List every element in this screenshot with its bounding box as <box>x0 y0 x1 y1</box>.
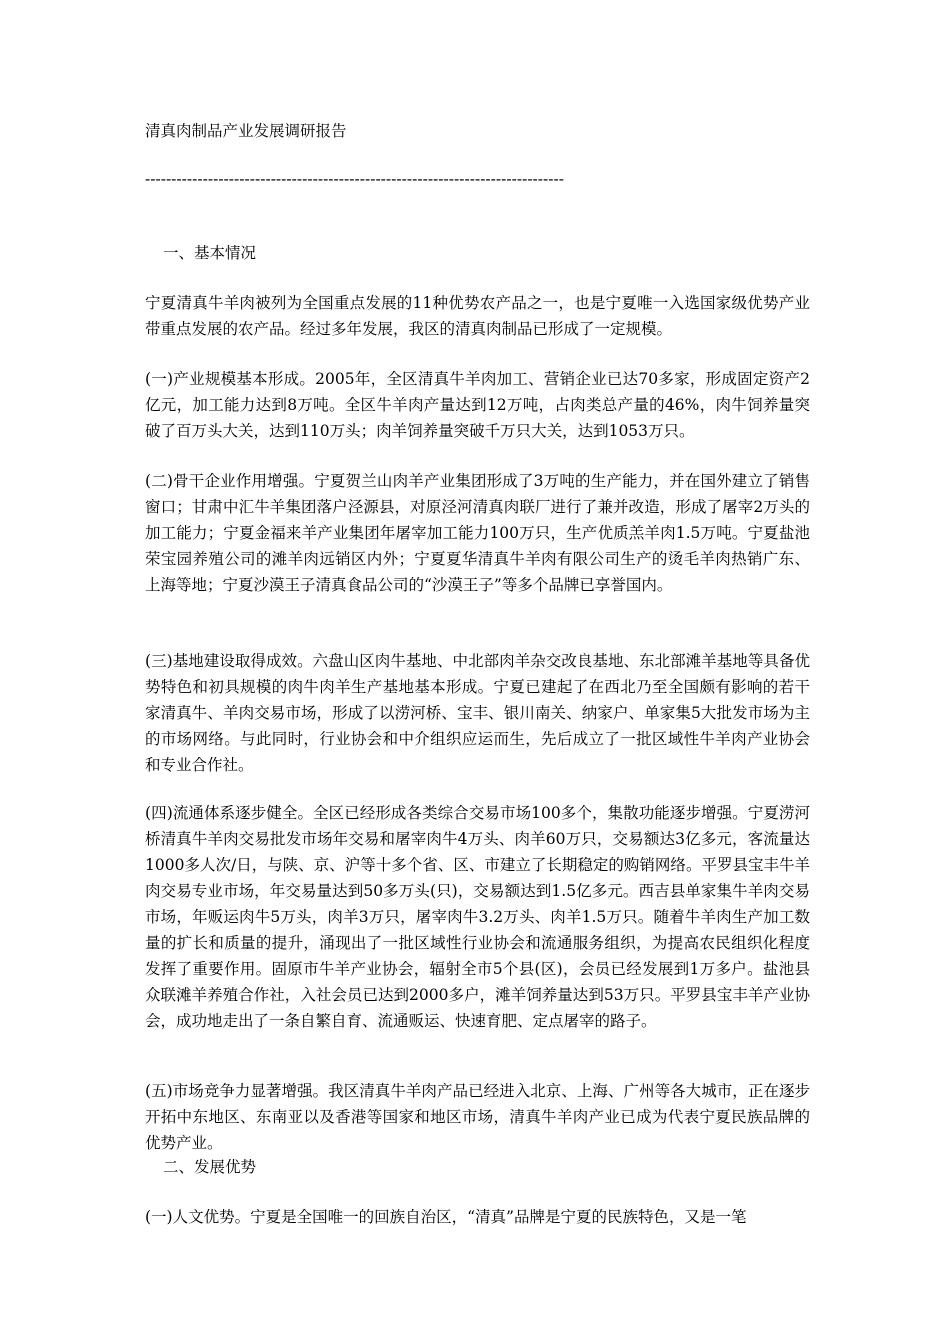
paragraph-key-enterprises: (二)骨干企业作用增强。宁夏贺兰山肉羊产业集团形成了3万吨的生产能力，并在国外建立了销售窗口；甘肃中汇牛羊集团落户泾源县，对原泾河清真肉联厂进行了兼并改造，形成了屠宰2万头的加工能力；宁夏金福来羊产业集团年屠宰加工能力100万只，生产优质羔羊肉1.5万吨。宁夏盐池荣宝园养殖公司的滩羊肉远销区内外；宁夏夏华清真牛羊肉有限公司生产的烫毛羊肉热销广东、上海等地；宁夏沙漠王子清真食品公司的“沙漠王子”等多个品牌已享誉国内。 <box>145 472 810 594</box>
section-heading-basic: 一、基本情况 <box>163 244 257 262</box>
paragraph-intro: 宁夏清真牛羊肉被列为全国重点发展的11种优势农产品之一，也是宁夏唯一入选国家级优势产业带重点发展的农产品。经过多年发展，我区的清真肉制品已形成了一定规模。 <box>145 294 810 338</box>
divider-line: -------------------------------------------------------------------------------- <box>145 170 564 188</box>
paragraph-distribution-system: (四)流通体系逐步健全。全区已经形成各类综合交易市场100多个，集散功能逐步增强。宁夏涝河桥清真牛羊肉交易批发市场年交易和屠宰肉牛4万头、肉羊60万只，交易额达3亿多元，客流量达1000多人次/日，与陕、京、沪等十多个省、区、市建立了长期稳定的购销网络。平罗县宝丰牛羊肉交易专业市场，年交易量达到50多万头(只)，交易额达到1.5亿多元。西吉县单家集牛羊肉交易市场，年贩运肉牛5万头，肉羊3万只，屠宰肉牛3.2万头、肉羊1.5万只。随着牛羊肉生产加工数量的扩长和质量的提升，涌现出了一批区域性行业协会和流通服务组织，为提高农民组织化程度发挥了重要作用。固原市牛羊产业协会，辐射全市5个县(区)，会员已经发展到1万多户。盐池县众联滩羊养殖合作社，入社会员已达到2000多户，滩羊饲养量达到53万只。平罗县宝丰羊产业协会，成功地走出了一条自繁自育、流通贩运、快速育肥、定点屠宰的路子。 <box>145 804 810 1030</box>
section-heading-advantages: 二、发展优势 <box>163 1158 257 1176</box>
paragraph-market-competitiveness: (五)市场竞争力显著增强。我区清真牛羊肉产品已经进入北京、上海、广州等各大城市，正在逐步开拓中东地区、东南亚以及香港等国家和地区市场，清真牛羊肉产业已成为代表宁夏民族品牌的优势产业。 <box>145 1082 810 1152</box>
paragraph-industry-scale: (一)产业规模基本形成。2005年，全区清真牛羊肉加工、营销企业已达70多家，形成固定资产2亿元，加工能力达到8万吨。全区牛羊肉产量达到12万吨，占肉类总产量的46%，肉牛饲养量突破了百万头大关，达到110万头；肉羊饲养量突破千万只大关，达到1053万只。 <box>145 370 810 440</box>
document-title: 清真肉制品产业发展调研报告 <box>145 122 347 140</box>
paragraph-cultural-advantage: (一)人文优势。宁夏是全国唯一的回族自治区，“清真”品牌是宁夏的民族特色，又是一笔 <box>145 1208 747 1226</box>
paragraph-base-construction: (三)基地建设取得成效。六盘山区肉牛基地、中北部肉羊杂交改良基地、东北部滩羊基地等具备优势特色和初具规模的肉牛肉羊生产基地基本形成。宁夏已建起了在西北乃至全国颇有影响的若干家清真牛、羊肉交易市场，形成了以涝河桥、宝丰、银川南关、纳家户、单家集5大批发市场为主的市场网络。与此同时，行业协会和中介组织应运而生，先后成立了一批区域性牛羊肉产业协会和专业合作社。 <box>145 652 810 774</box>
